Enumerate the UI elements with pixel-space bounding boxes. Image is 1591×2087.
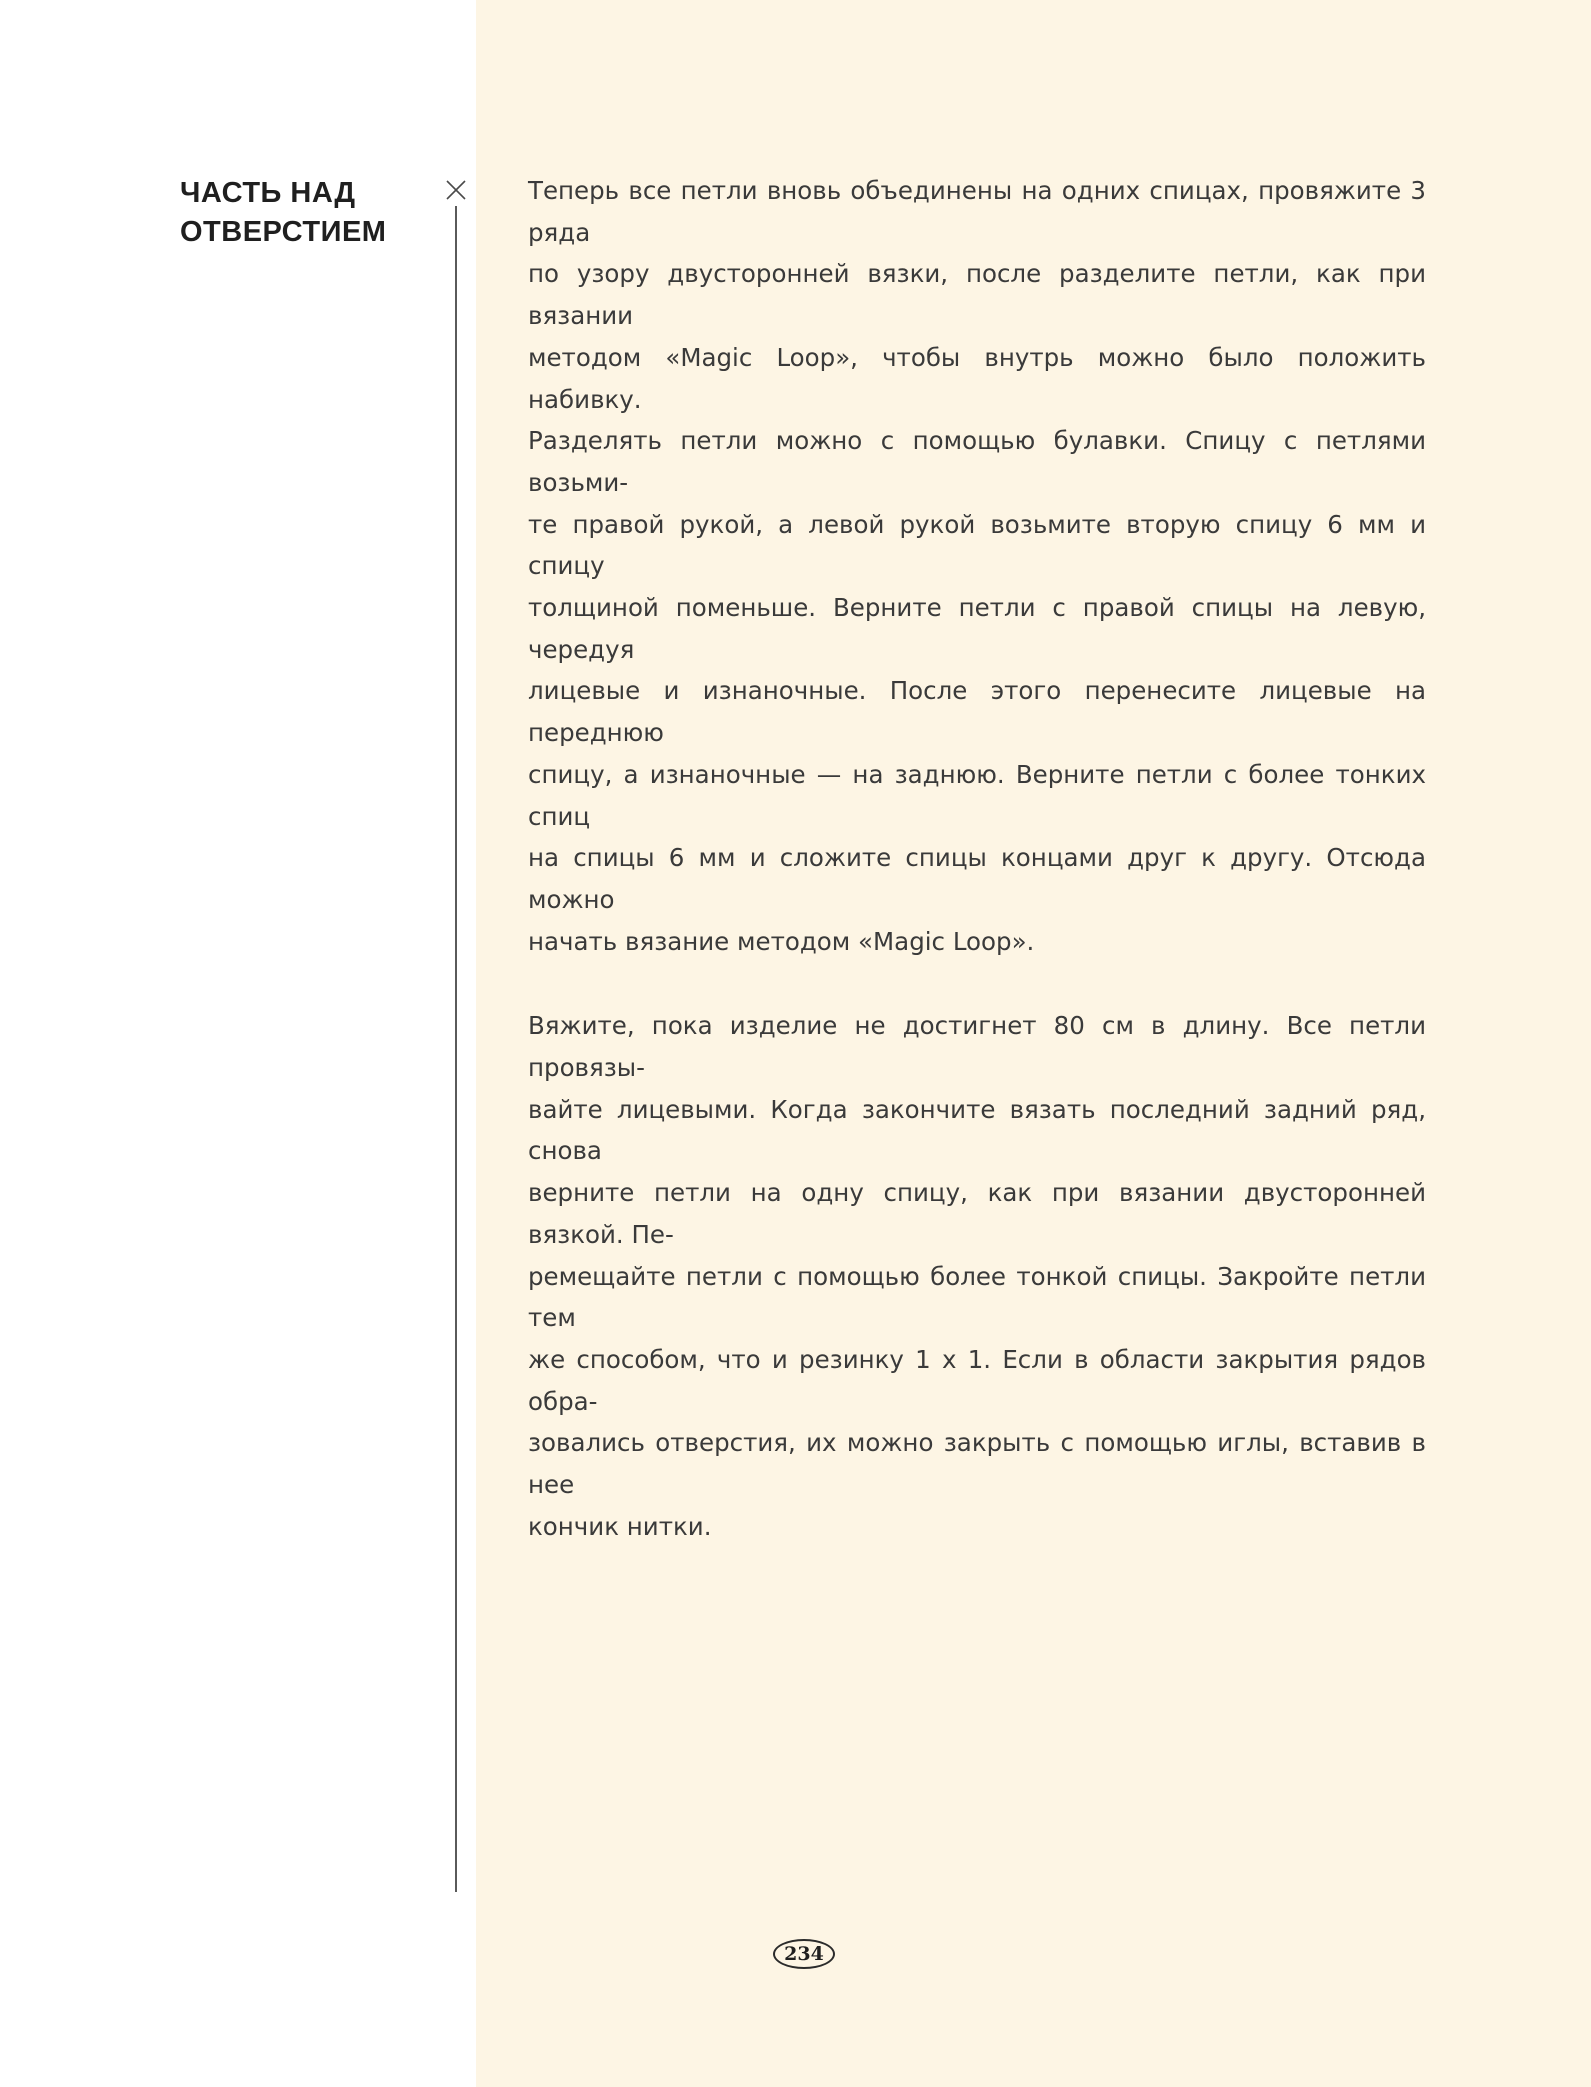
text-line: вайте лицевыми. Когда закончите вязать последний задний ряд, снова — [528, 1094, 1426, 1166]
text-line: Теперь все петли вновь объединены на одних спицах, провяжите 3 ряда — [528, 176, 1426, 247]
body-text — [528, 170, 1426, 1591]
text-line: те правой рукой, а левой рукой возьмите вторую спицу 6 мм и спицу — [528, 509, 1426, 581]
paragraph-1 — [528, 170, 1426, 962]
text-line: зовались отверстия, их можно закрыть с помощью иглы, вставив в нее — [528, 1428, 1426, 1500]
text-line: на спицы 6 мм и сложите спицы концами друг к другу. Отсюда можно — [528, 843, 1426, 914]
text-line: кончик нитки. — [528, 1511, 712, 1541]
text-line: по узору двусторонней вязки, после разделите петли, как при вязании — [528, 259, 1426, 331]
text-line: спицу, а изнаночные — на заднюю. Верните петли с более тонких спиц — [528, 759, 1426, 831]
text-line: методом «Magic Loop», чтобы внутрь можно было положить набивку. — [528, 342, 1426, 414]
text-line: же способом, что и резинку 1 x 1. Если в области закрытия рядов обра- — [528, 1344, 1426, 1416]
paragraph-2 — [528, 1005, 1426, 1547]
text-line: лицевые и изнаночные. После этого перенесите лицевые на переднюю — [528, 676, 1426, 748]
x-mark-icon — [444, 178, 468, 202]
page-number: 234 — [773, 1939, 835, 1969]
section-title-line-2: ОТВЕРСТИЕМ — [180, 216, 387, 248]
section-title — [180, 174, 440, 252]
text-line: Разделять петли можно с помощью булавки. Спицу с петлями возьми- — [528, 426, 1426, 497]
vertical-divider — [455, 206, 457, 1892]
text-line: Вяжите, пока изделие не достигнет 80 см в длину. Все петли провязы- — [528, 1011, 1426, 1083]
text-line: толщиной поменьше. Верните петли с правой спицы на левую, чередуя — [528, 593, 1426, 664]
text-line: верните петли на одну спицу, как при вязании двусторонней вязкой. Пе- — [528, 1178, 1426, 1249]
left-margin-column — [0, 0, 476, 2087]
text-line: ремещайте петли с помощью более тонкой спицы. Закройте петли тем — [528, 1261, 1426, 1333]
text-line: начать вязание методом «Magic Loop». — [528, 926, 1035, 956]
section-title-line-1: ЧАСТЬ НАД — [180, 177, 356, 209]
